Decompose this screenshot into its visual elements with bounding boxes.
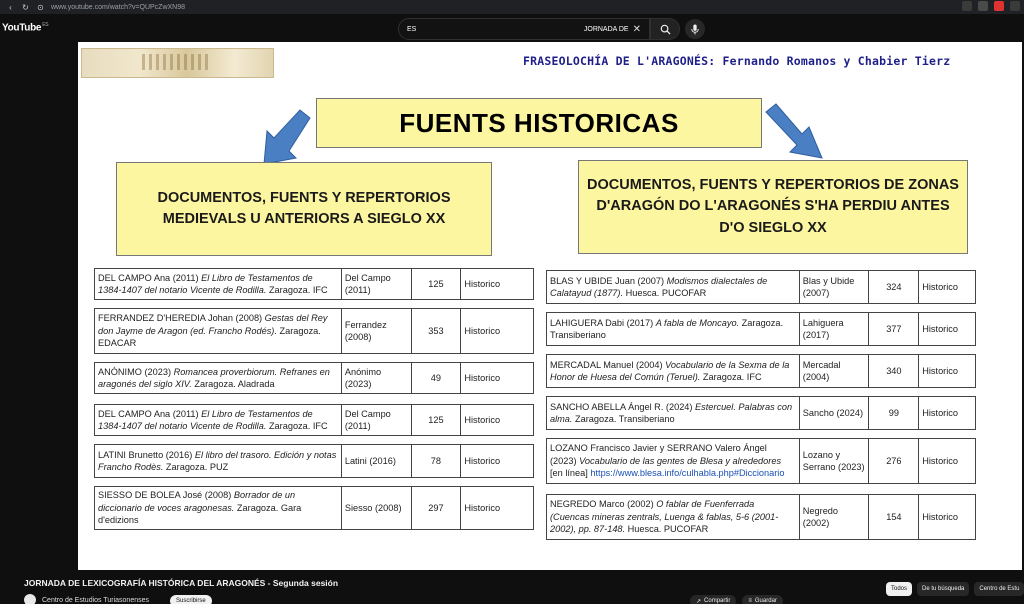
reference-row [94, 362, 534, 394]
reload-icon[interactable]: ↻ [22, 2, 29, 12]
reference-count: 78 [412, 445, 462, 477]
chip-all[interactable]: Todos [886, 582, 912, 596]
reference-citation: SANCHO ABELLA Ángel R. (2024) Estercuel. Palabras con alma. Zaragoza. Transiberiano [547, 397, 800, 429]
reference-tag: Historico [922, 407, 958, 418]
main-heading: FUENTS HISTORICAS [316, 98, 762, 148]
extension-icon[interactable] [994, 1, 1004, 11]
reference-row [94, 268, 534, 300]
reference-tag: Historico [922, 511, 958, 522]
clear-search-icon[interactable]: ✕ [632, 23, 641, 35]
reference-tag: Historico [464, 414, 501, 425]
extension-icon[interactable] [962, 1, 972, 11]
address-bar[interactable]: www.youtube.com/watch?v=QUPcZwXN98 [51, 3, 186, 11]
share-icon: ↗ [696, 598, 702, 604]
reference-row [546, 270, 976, 304]
reference-citation: FERRANDEZ D'HEREDIA Johan (2008) Gestas del Rey don Jayme de Aragon (ed. Francho Rodés). Zaragoza. EDACAR [95, 309, 342, 353]
reference-tag: Historico [464, 325, 501, 336]
video-title: JORNADA DE LEXICOGRAFÍA HISTÓRICA DEL ARAGONÉS - Segunda sesión [24, 578, 339, 588]
arrow-right-icon [766, 104, 822, 158]
reference-count: 377 [869, 313, 919, 345]
reference-tag: Historico [922, 323, 958, 334]
search-input[interactable]: ES JORNADA DE ✕ [398, 18, 650, 40]
save-icon: ≡ [748, 598, 752, 604]
back-icon[interactable]: ‹ [9, 2, 12, 12]
site-info-icon[interactable]: ⊙ [37, 2, 44, 12]
reference-count: 125 [412, 405, 462, 435]
reference-citation: ANÓNIMO (2023) Romancea proverbiorum. Refranes en aragonés del siglo XIV. Zaragoza. Aladrada [95, 363, 342, 393]
reference-short-name: Anónimo (2023) [342, 363, 412, 393]
reference-short-name: Sancho (2024) [800, 397, 870, 429]
video-actions [690, 595, 783, 604]
reference-row [546, 396, 976, 430]
reference-row [546, 438, 976, 484]
reference-short-name: Del Campo (2011) [342, 405, 412, 435]
video-info [0, 570, 1024, 604]
reference-short-name: Lahiguera (2017) [800, 313, 870, 345]
reference-row [546, 494, 976, 540]
reference-count: 353 [412, 309, 462, 353]
reference-citation: BLAS Y UBIDE Juan (2007) Modismos dialectales de Calatayud (1877). Huesca. PUCOFAR [547, 271, 800, 303]
profile-icon[interactable] [1010, 1, 1020, 11]
reference-tag: Historico [922, 365, 958, 376]
reference-count: 125 [412, 269, 462, 299]
reference-short-name: Ferrandez (2008) [342, 309, 412, 353]
reference-count: 99 [869, 397, 919, 429]
reference-citation: LOZANO Francisco Javier y SERRANO Valero Ángel (2023) Vocabulario de las gentes de Blesa y alrededores [en línea] https://www.blesa.info/culhabla.php#Diccionario [547, 439, 800, 483]
recommendation-chips [886, 582, 1024, 596]
reference-citation: DEL CAMPO Ana (2011) El Libro de Testamentos de 1384-1407 del notario Vicente de Rodilla. Zaragoza. IFC [95, 269, 342, 299]
reference-count: 340 [869, 355, 919, 387]
browser-extensions [962, 1, 1020, 11]
channel-name[interactable]: Centro de Estudios Turiasonenses [42, 596, 150, 604]
reference-row [94, 444, 534, 478]
reference-row [546, 312, 976, 346]
reference-count: 297 [412, 487, 462, 529]
channel-avatar[interactable] [24, 594, 36, 604]
reference-citation: MERCADAL Manuel (2004) Vocabulario de la Sexma de la Honor de Huesa del Común (Teruel). Zaragoza. IFC [547, 355, 800, 387]
reference-count: 49 [412, 363, 462, 393]
right-heading: DOCUMENTOS, FUENTS Y REPERTORIOS DE ZONAS D'ARAGÓN DO L'ARAGONÉS S'HA PERDIU ANTES D'O SIEGLO XX [578, 160, 968, 254]
reference-count: 276 [869, 439, 919, 483]
reference-short-name: Blas y Ubide (2007) [800, 271, 870, 303]
reference-tag: Historico [464, 455, 501, 466]
youtube-header [0, 14, 1024, 42]
reference-citation: LAHIGUERA Dabi (2017) A fabla de Moncayo. Zaragoza. Transiberiano [547, 313, 800, 345]
left-heading: DOCUMENTOS, FUENTS Y REPERTORIOS MEDIEVALS U ANTERIORS A SIEGLO XX [116, 162, 492, 256]
reference-citation: SIESSO DE BOLEA José (2008) Borrador de un diccionario de voces aragonesas. Zaragoza. Gara d'edizions [95, 487, 342, 529]
subscribe-button[interactable]: Suscribirse [170, 595, 212, 604]
reference-row [94, 308, 534, 354]
reference-short-name: Lozano y Serrano (2023) [800, 439, 870, 483]
reference-row [94, 486, 534, 530]
reference-row [546, 354, 976, 388]
reference-citation: LATINI Brunetto (2016) El libro del trasoro. Edición y notas Francho Rodès. Zaragoza. PUZ [95, 445, 342, 477]
reference-tag: Historico [922, 455, 958, 466]
extension-icon[interactable] [978, 1, 988, 11]
reference-short-name: Negredo (2002) [800, 495, 870, 539]
chip-from-search[interactable]: De tu búsqueda [917, 582, 969, 596]
arrow-left-icon [264, 110, 310, 164]
reference-count: 324 [869, 271, 919, 303]
reference-link[interactable]: https://www.blesa.info/culhabla.php#Diccionario [590, 468, 785, 479]
reference-short-name: Del Campo (2011) [342, 269, 412, 299]
reference-row [94, 404, 534, 436]
microphone-icon [690, 24, 700, 35]
reference-tag: Historico [464, 278, 501, 289]
reference-tag: Historico [922, 281, 958, 292]
search-icon [660, 24, 671, 35]
slide-title: FRASEOLOCHÍA DE L'ARAGONÉS: Fernando Romanos y Chabier Tierz [523, 54, 951, 68]
video-player[interactable] [78, 42, 1022, 570]
reference-tag: Historico [464, 372, 501, 383]
save-button[interactable]: ≡ Guardar [742, 595, 783, 604]
reference-short-name: Latini (2016) [342, 445, 412, 477]
voice-search-button[interactable] [685, 19, 705, 39]
chip-channel[interactable]: Centro de Estu [974, 582, 1024, 596]
reference-citation: NEGREDO Marco (2002) O fablar de Fuenferrada (Cuencas mineras zentrals, Luenga & fablas, 5-6 (2001-2002), pp. 87-148. Huesca. PUCOFAR [547, 495, 800, 539]
channel-info[interactable] [24, 594, 149, 604]
search-button[interactable] [650, 18, 680, 40]
reference-count: 154 [869, 495, 919, 539]
reference-citation: DEL CAMPO Ana (2011) El Libro de Testamentos de 1384-1407 del notario Vicente de Rodilla. Zaragoza. IFC [95, 405, 342, 435]
reference-tag: Historico [464, 502, 501, 513]
share-button[interactable]: ↗ Compartir [690, 595, 736, 604]
reference-short-name: Siesso (2008) [342, 487, 412, 529]
browser-toolbar [0, 0, 1024, 14]
youtube-logo[interactable]: YouTube$^{ES}$ [2, 22, 49, 34]
reference-short-name: Mercadal (2004) [800, 355, 870, 387]
